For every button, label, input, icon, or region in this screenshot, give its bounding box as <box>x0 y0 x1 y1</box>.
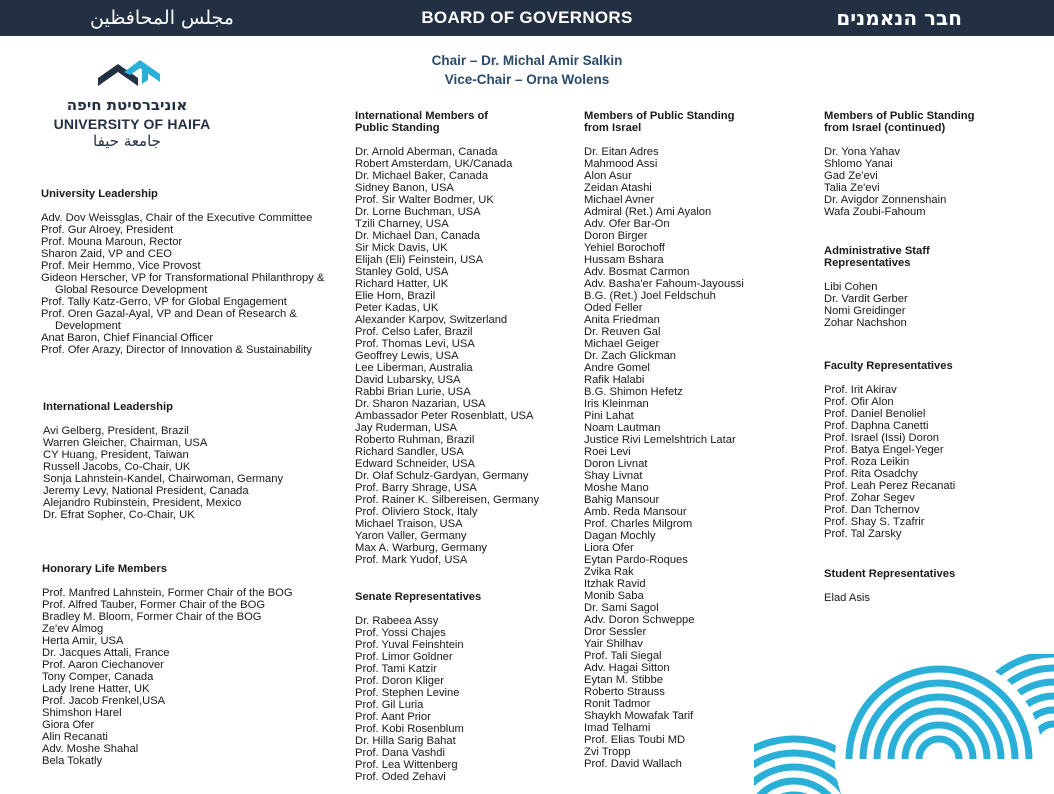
section-title-line2: from Israel <box>584 122 642 134</box>
member-entry: Prof. David Wallach <box>584 758 682 770</box>
member-entry: Lee Liberman, Australia <box>355 362 473 374</box>
member-entry: Dr. Reuven Gal <box>584 326 661 338</box>
logo-english-text: UNIVERSITY OF HAIFA <box>53 116 211 132</box>
member-entry: Eytan M. Stibbe <box>584 674 663 686</box>
member-entry: Nomi Greidinger <box>824 305 906 317</box>
section-title: Faculty Representatives <box>824 360 953 372</box>
member-entry: Dr. Sharon Nazarian, USA <box>355 398 486 410</box>
member-entry: Prof. Roza Leikin <box>824 456 910 468</box>
member-entry: Prof. Oren Gazal-Ayal, VP and Dean of Research & Development <box>41 308 297 332</box>
member-entry: Prof. Mark Yudof, USA <box>355 554 468 566</box>
member-entry: Stanley Gold, USA <box>355 266 449 278</box>
member-entry: Iris Kleinman <box>584 398 649 410</box>
member-entry: Adv. Moshe Shahal <box>42 743 139 755</box>
header-title-hebrew: חבר הנאמנים <box>836 6 962 30</box>
member-entry: Gideon Herscher, VP for Transformational Philanthropy & Global Resource Development <box>41 272 325 296</box>
member-entry: Shimshon Harel <box>42 707 122 719</box>
member-entry: Prof. Batya Engel-Yeger <box>824 444 944 456</box>
member-entry: Rafik Halabi <box>584 374 645 386</box>
logo-roof-icon <box>98 58 164 92</box>
member-entry: Dr. Michael Baker, Canada <box>355 170 489 182</box>
member-entry: Prof. Rainer K. Silbereisen, Germany <box>355 494 540 506</box>
member-entry: Prof. Alfred Tauber, Former Chair of the BOG <box>42 599 266 611</box>
member-entry: Giora Ofer <box>42 719 95 731</box>
member-entry: Zeidan Atashi <box>584 182 652 194</box>
member-entry: Russell Jacobs, Co-Chair, UK <box>43 461 191 473</box>
section-title-line1: Members of Public Standing <box>824 110 975 122</box>
member-entry: Bahig Mansour <box>584 494 660 506</box>
member-entry: Dr. Arnold Aberman, Canada <box>355 146 498 158</box>
section-title: Student Representatives <box>824 568 956 580</box>
section-senate-representatives <box>355 591 481 783</box>
member-entry: Dr. Rabeea Assy <box>355 615 439 627</box>
member-entry: Ronit Tadmor <box>584 698 651 710</box>
member-entry: David Lubarsky, USA <box>355 374 461 386</box>
member-entry: Adv. Hagai Sitton <box>584 662 670 674</box>
member-entry: Peter Kadas, UK <box>355 302 439 314</box>
section-title-line2: from Israel (continued) <box>824 122 946 134</box>
section-title <box>824 110 974 134</box>
section-public-standing-israel-continued <box>824 110 974 218</box>
member-entry: Alexander Karpov, Switzerland <box>355 314 508 326</box>
member-entry: Yehiel Borochoff <box>584 242 665 254</box>
member-entry: Prof. Lea Wittenberg <box>355 759 458 771</box>
member-entry: Wafa Zoubi-Fahoum <box>824 206 926 218</box>
member-entry: Prof. Oliviero Stock, Italy <box>355 506 478 518</box>
member-entry: Warren Gleicher, Chairman, USA <box>43 437 208 449</box>
member-entry: Prof. Israel (Issi) Doron <box>824 432 940 444</box>
member-entry: Anita Friedman <box>584 314 660 326</box>
member-entry: Elad Asis <box>824 592 871 604</box>
member-entry: Prof. Thomas Levi, USA <box>355 338 475 350</box>
member-entry: Prof. Shay S. Tzafrir <box>824 516 925 528</box>
member-entry: Tony Comper, Canada <box>42 671 154 683</box>
member-list <box>824 384 955 540</box>
member-entry: Dr. Zach Glickman <box>584 350 677 362</box>
member-entry: Anat Baron, Chief Financial Officer <box>41 332 214 344</box>
member-entry: Prof. Daniel Benoliel <box>824 408 926 420</box>
member-entry: Prof. Ofir Alon <box>824 396 894 408</box>
member-entry: Dagan Mochly <box>584 530 656 542</box>
member-entry: Monib Saba <box>584 590 644 602</box>
member-entry: Prof. Meir Hemmo, Vice Provost <box>41 260 201 272</box>
logo-hebrew-text: אוניברסיטת חיפה <box>66 96 188 114</box>
header-title-english: BOARD OF GOVERNORS <box>421 8 633 27</box>
member-entry: Alon Asur <box>584 170 632 182</box>
member-entry: Sharon Zaid, VP and CEO <box>41 248 173 260</box>
member-entry: Prof. Tami Katzir <box>355 663 437 675</box>
member-entry: Prof. Sir Walter Bodmer, UK <box>355 194 494 206</box>
member-entry: Dr. Olaf Schulz-Gardyan, Germany <box>355 470 529 482</box>
member-entry: Prof. Tally Katz-Gerro, VP for Global Engagement <box>41 296 287 308</box>
member-entry: Prof. Aant Prior <box>355 711 431 723</box>
member-entry: Adv. Ofer Bar-On <box>584 218 670 230</box>
member-entry: Richard Sandler, USA <box>355 446 464 458</box>
member-entry: Prof. Gil Luria <box>355 699 424 711</box>
member-entry: Prof. Irit Akirav <box>824 384 897 396</box>
member-entry: Prof. Mouna Maroun, Rector <box>41 236 183 248</box>
member-entry: Robert Amsterdam, UK/Canada <box>355 158 513 170</box>
member-entry: Prof. Doron Kliger <box>355 675 444 687</box>
section-title <box>584 110 744 134</box>
member-entry: Doron Birger <box>584 230 648 242</box>
header-bar <box>0 0 1054 36</box>
member-entry: Alejandro Rubinstein, President, Mexico <box>43 497 242 509</box>
member-entry: Ambassador Peter Rosenblatt, USA <box>355 410 534 422</box>
member-entry: Bela Tokatly <box>42 755 103 767</box>
member-entry: Avi Gelberg, President, Brazil <box>43 425 189 437</box>
member-entry: Prof. Dan Tchernov <box>824 504 920 516</box>
chairs-block <box>330 51 724 89</box>
member-entry: Prof. Yuval Feinshtein <box>355 639 464 651</box>
member-entry: CY Huang, President, Taiwan <box>43 449 189 461</box>
member-entry: Max A. Warburg, Germany <box>355 542 488 554</box>
member-entry: Elie Horn, Brazil <box>355 290 436 302</box>
member-entry: Prof. Oded Zehavi <box>355 771 446 783</box>
member-entry: Sidney Banon, USA <box>355 182 454 194</box>
member-entry: Dr. Jacques Attali, France <box>42 647 170 659</box>
section-title: Honorary Life Members <box>42 563 167 575</box>
member-entry: Prof. Gur Alroey, President <box>41 224 174 236</box>
member-entry: Pini Lahat <box>584 410 634 422</box>
member-list <box>42 587 293 767</box>
member-list <box>41 212 355 356</box>
member-entry: Libi Cohen <box>824 281 878 293</box>
section-title-line1: International Members of <box>355 110 489 122</box>
university-logo <box>52 56 212 156</box>
member-entry: Prof. Elias Toubi MD <box>584 734 686 746</box>
member-entry: Dr. Sami Sagol <box>584 602 659 614</box>
member-list <box>355 146 539 566</box>
section-title: International Leadership <box>43 401 173 413</box>
member-entry: Yaron Valler, Germany <box>355 530 467 542</box>
member-list <box>824 146 974 218</box>
member-entry: Imad Telhami <box>584 722 651 734</box>
member-entry: Talia Ze'evi <box>824 182 880 194</box>
chair-line: Chair – Dr. Michal Amir Salkin <box>431 53 623 68</box>
member-entry: Prof. Yossi Chajes <box>355 627 446 639</box>
member-entry: Rabbi Brian Lurie, USA <box>355 386 471 398</box>
member-entry: Prof. Celso Lafer, Brazil <box>355 326 473 338</box>
member-entry: Adv. Bosmat Carmon <box>584 266 690 278</box>
section-public-standing-israel <box>584 110 744 770</box>
member-entry: Itzhak Ravid <box>584 578 646 590</box>
section-title <box>355 110 539 134</box>
section-title <box>824 245 930 269</box>
member-entry: Prof. Stephen Levine <box>355 687 460 699</box>
member-entry: Dr. Yona Yahav <box>824 146 901 158</box>
member-entry: Prof. Aaron Ciechanover <box>42 659 164 671</box>
member-entry: Prof. Ofer Arazy, Director of Innovation & Sustainability <box>41 344 312 356</box>
member-entry: Eytan Pardo-Roques <box>584 554 688 566</box>
member-list <box>355 615 481 783</box>
member-entry: Adv. Dov Weissglas, Chair of the Executive Committee <box>41 212 313 224</box>
member-entry: Richard Hatter, UK <box>355 278 449 290</box>
member-entry: Tzili Charney, USA <box>355 218 449 230</box>
section-title: Senate Representatives <box>355 591 482 603</box>
member-entry: Noam Lautman <box>584 422 661 434</box>
section-title-line1: Administrative Staff <box>824 245 930 257</box>
waves-pattern-icon <box>754 654 1054 794</box>
member-entry: Prof. Leah Perez Recanati <box>824 480 956 492</box>
member-entry: Sonja Lahnstein-Kandel, Chairwoman, Germany <box>43 473 284 485</box>
member-entry: Dr. Avigdor Zonnenshain <box>824 194 947 206</box>
member-entry: Shay Livnat <box>584 470 643 482</box>
member-entry: Andre Gomel <box>584 362 650 374</box>
member-list <box>43 425 283 521</box>
member-entry: Prof. Tali Siegal <box>584 650 662 662</box>
member-entry: Yair Shilhav <box>584 638 643 650</box>
section-student-representatives <box>824 568 955 604</box>
member-entry: Prof. Rita Osadchy <box>824 468 918 480</box>
section-title-line1: Members of Public Standing <box>584 110 735 122</box>
member-entry: Lady Irene Hatter, UK <box>42 683 150 695</box>
section-title-line2: Public Standing <box>355 122 440 134</box>
member-entry: Prof. Manfred Lahnstein, Former Chair of the BOG <box>42 587 293 599</box>
member-entry: Amb. Reda Mansour <box>584 506 687 518</box>
member-entry: Prof. Barry Shrage, USA <box>355 482 477 494</box>
member-entry: Zohar Nachshon <box>824 317 907 329</box>
member-entry: Michael Geiger <box>584 338 660 350</box>
member-entry: Doron Livnat <box>584 458 648 470</box>
section-title-line2: Representatives <box>824 257 911 269</box>
member-entry: Shlomo Yanai <box>824 158 893 170</box>
member-entry: Prof. Charles Milgrom <box>584 518 693 530</box>
member-entry: Sir Mick Davis, UK <box>355 242 448 254</box>
member-entry: Roberto Strauss <box>584 686 665 698</box>
member-entry: Dror Sessler <box>584 626 647 638</box>
member-list <box>824 592 955 604</box>
member-entry: Michael Avner <box>584 194 655 206</box>
member-entry: Edward Schneider, USA <box>355 458 476 470</box>
member-entry: Moshe Mano <box>584 482 649 494</box>
section-international-leadership <box>43 401 283 521</box>
member-entry: Prof. Daphna Canetti <box>824 420 929 432</box>
member-entry: Geoffrey Lewis, USA <box>355 350 459 362</box>
member-entry: Dr. Lorne Buchman, USA <box>355 206 481 218</box>
member-entry: Dr. Vardit Gerber <box>824 293 908 305</box>
member-entry: Shaykh Mowafak Tarif <box>584 710 694 722</box>
section-faculty-representatives <box>824 360 955 540</box>
member-list <box>584 146 744 770</box>
member-entry: Ze'ev Almog <box>42 623 104 635</box>
section-administrative-staff <box>824 245 930 329</box>
member-entry: Dr. Eitan Adres <box>584 146 659 158</box>
member-entry: Admiral (Ret.) Ami Ayalon <box>584 206 712 218</box>
member-list <box>824 281 930 329</box>
section-international-members <box>355 110 539 566</box>
logo-arabic-text: جامعة حيفا <box>93 132 161 150</box>
member-entry: Prof. Limor Goldner <box>355 651 453 663</box>
member-entry: B.G. Shimon Hefetz <box>584 386 683 398</box>
section-title: University Leadership <box>41 188 158 200</box>
member-entry: Dr. Hilla Sarig Bahat <box>355 735 456 747</box>
member-entry: Prof. Dana Vashdi <box>355 747 445 759</box>
member-entry: Dr. Efrat Sopher, Co-Chair, UK <box>43 509 195 521</box>
member-entry: Jay Ruderman, USA <box>355 422 457 434</box>
member-entry: Roberto Ruhman, Brazil <box>355 434 475 446</box>
section-university-leadership <box>41 188 355 356</box>
member-entry: Zvi Tropp <box>584 746 631 758</box>
member-entry: Herta Amir, USA <box>42 635 124 647</box>
member-entry: Jeremy Levy, National President, Canada <box>43 485 249 497</box>
member-entry: Prof. Jacob Frenkel,USA <box>42 695 166 707</box>
member-entry: Prof. Kobi Rosenblum <box>355 723 464 735</box>
member-entry: Justice Rivi Lemelshtrich Latar <box>584 434 736 446</box>
member-entry: Roei Levi <box>584 446 631 458</box>
member-entry: Liora Ofer <box>584 542 634 554</box>
decorative-waves <box>754 654 1054 794</box>
section-honorary-life-members <box>42 563 293 767</box>
member-entry: Elijah (Eli) Feinstein, USA <box>355 254 484 266</box>
member-entry: Oded Feller <box>584 302 643 314</box>
member-entry: B.G. (Ret.) Joel Feldschuh <box>584 290 716 302</box>
member-entry: Dr. Michael Dan, Canada <box>355 230 480 242</box>
vice-chair-line: Vice-Chair – Orna Wolens <box>444 72 610 87</box>
member-entry: Adv. Doron Schweppe <box>584 614 695 626</box>
member-entry: Mahmood Assi <box>584 158 658 170</box>
member-entry: Prof. Zohar Segev <box>824 492 915 504</box>
member-entry: Bradley M. Bloom, Former Chair of the BOG <box>42 611 262 623</box>
member-entry: Prof. Tal Zarsky <box>824 528 902 540</box>
member-entry: Alin Recanati <box>42 731 108 743</box>
member-entry: Gad Ze'evi <box>824 170 878 182</box>
member-entry: Michael Traison, USA <box>355 518 463 530</box>
member-entry: Zvika Rak <box>584 566 634 578</box>
member-entry: Adv. Basha'er Fahoum-Jayoussi <box>584 278 744 290</box>
header-title-arabic: مجلس المحافظين <box>90 7 234 29</box>
member-entry: Hussam Bshara <box>584 254 664 266</box>
